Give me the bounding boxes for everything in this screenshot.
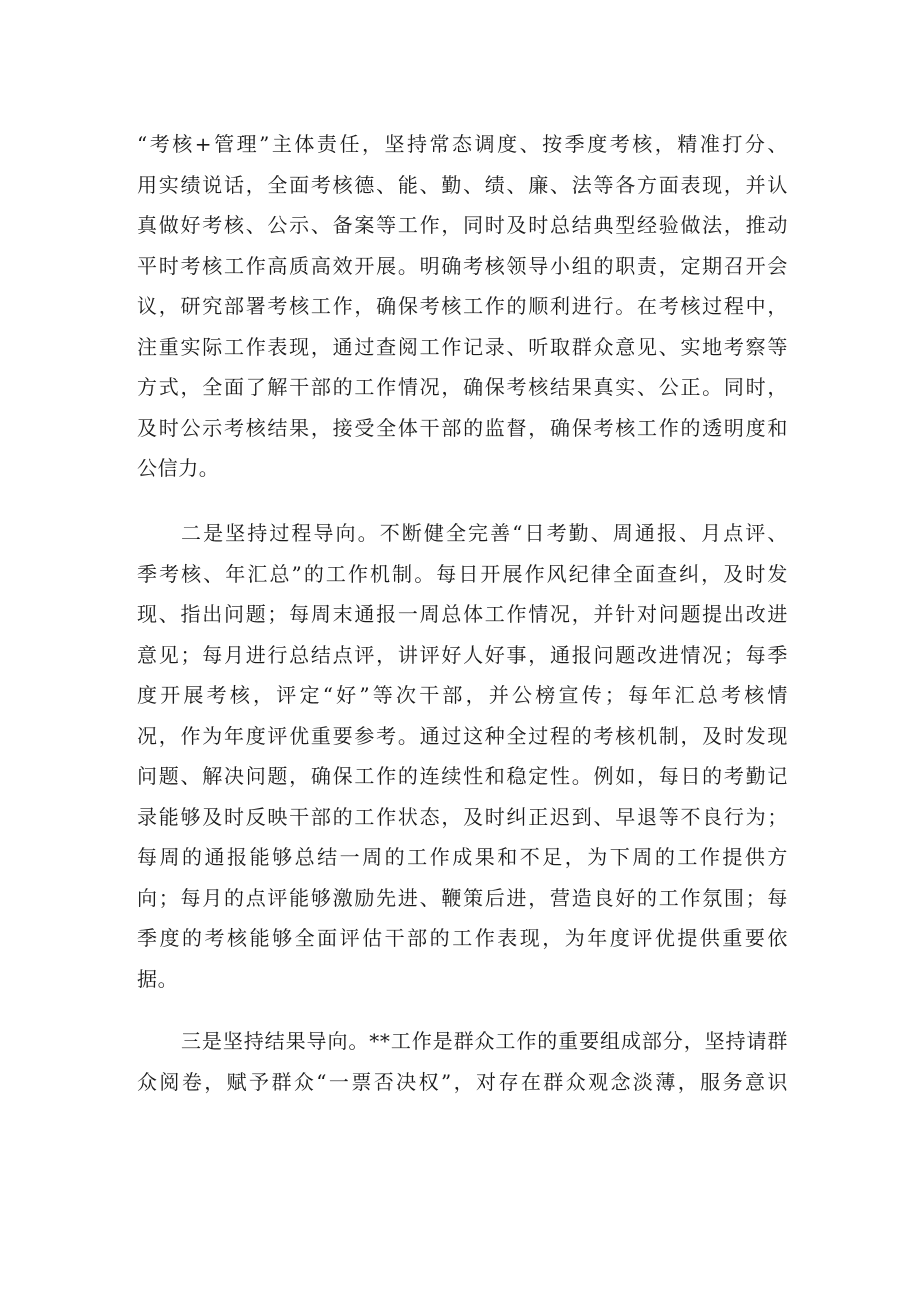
paragraph-process-orientation (137, 513, 788, 999)
text-line: 据。 (137, 966, 179, 991)
paragraph-result-orientation (137, 1021, 788, 1102)
text-line: 公信力。 (137, 456, 220, 480)
paragraph-assessment-management (137, 124, 788, 489)
text-line: 众阅卷，赋予群众“一票否决权”，对存在群众观念淡薄，服务意识 (137, 1069, 788, 1094)
text-line: 向；每月的点评能够激励先进、鞭策后进，营造良好的工作氛围；每 (137, 885, 788, 910)
text-line: 方式，全面了解干部的工作情况，确保考核结果真实、公正。同时， (137, 375, 788, 399)
text-line: 度开展考核，评定“好”等次干部，并公榜宣传；每年汇总考核情 (137, 683, 788, 707)
text-line: 录能够及时反映干部的工作状态，及时纠正迟到、早退等不良行为； (137, 804, 788, 829)
text-line: 及时公示考核结果，接受全体干部的监督，确保考核工作的透明度和 (137, 415, 788, 440)
text-line: 问题、解决问题，确保工作的连续性和稳定性。例如，每日的考勤记 (137, 764, 788, 788)
text-line: 用实绩说话，全面考核德、能、勤、绩、廉、法等各方面表现，并认 (137, 172, 788, 197)
text-line: 现、指出问题；每周末通报一周总体工作情况，并针对问题提出改进 (137, 602, 788, 626)
text-line: 议，研究部署考核工作，确保考核工作的顺利进行。在考核过程中， (137, 294, 788, 318)
text-line: “考核+管理”主体责任，坚持常态调度、按季度考核，精准打分、 (137, 132, 788, 156)
text-line: 二是坚持过程导向。不断健全完善“日考勤、周通报、月点评、 (181, 521, 788, 545)
text-line: 季度的考核能够全面评估干部的工作表现，为年度评优提供重要依 (137, 926, 788, 950)
text-line: 真做好考核、公示、备案等工作，同时及时总结典型经验做法，推动 (137, 213, 788, 237)
text-line: 平时考核工作高质高效开展。明确考核领导小组的职责，定期召开会 (137, 253, 788, 278)
text-line: 况，作为年度评优重要参考。通过这种全过程的考核机制，及时发现 (137, 723, 788, 748)
text-line: 每周的通报能够总结一周的工作成果和不足，为下周的工作提供方 (137, 845, 788, 869)
text-line: 意见；每月进行总结点评，讲评好人好事，通报问题改进情况；每季 (137, 642, 788, 667)
text-line: 季考核、年汇总”的工作机制。每日开展作风纪律全面查纠，及时发 (137, 561, 788, 586)
text-line: 注重实际工作表现，通过查阅工作记录、听取群众意见、实地考察等 (137, 334, 788, 359)
text-line: 三是坚持结果导向。**工作是群众工作的重要组成部分，坚持请群 (181, 1029, 788, 1053)
